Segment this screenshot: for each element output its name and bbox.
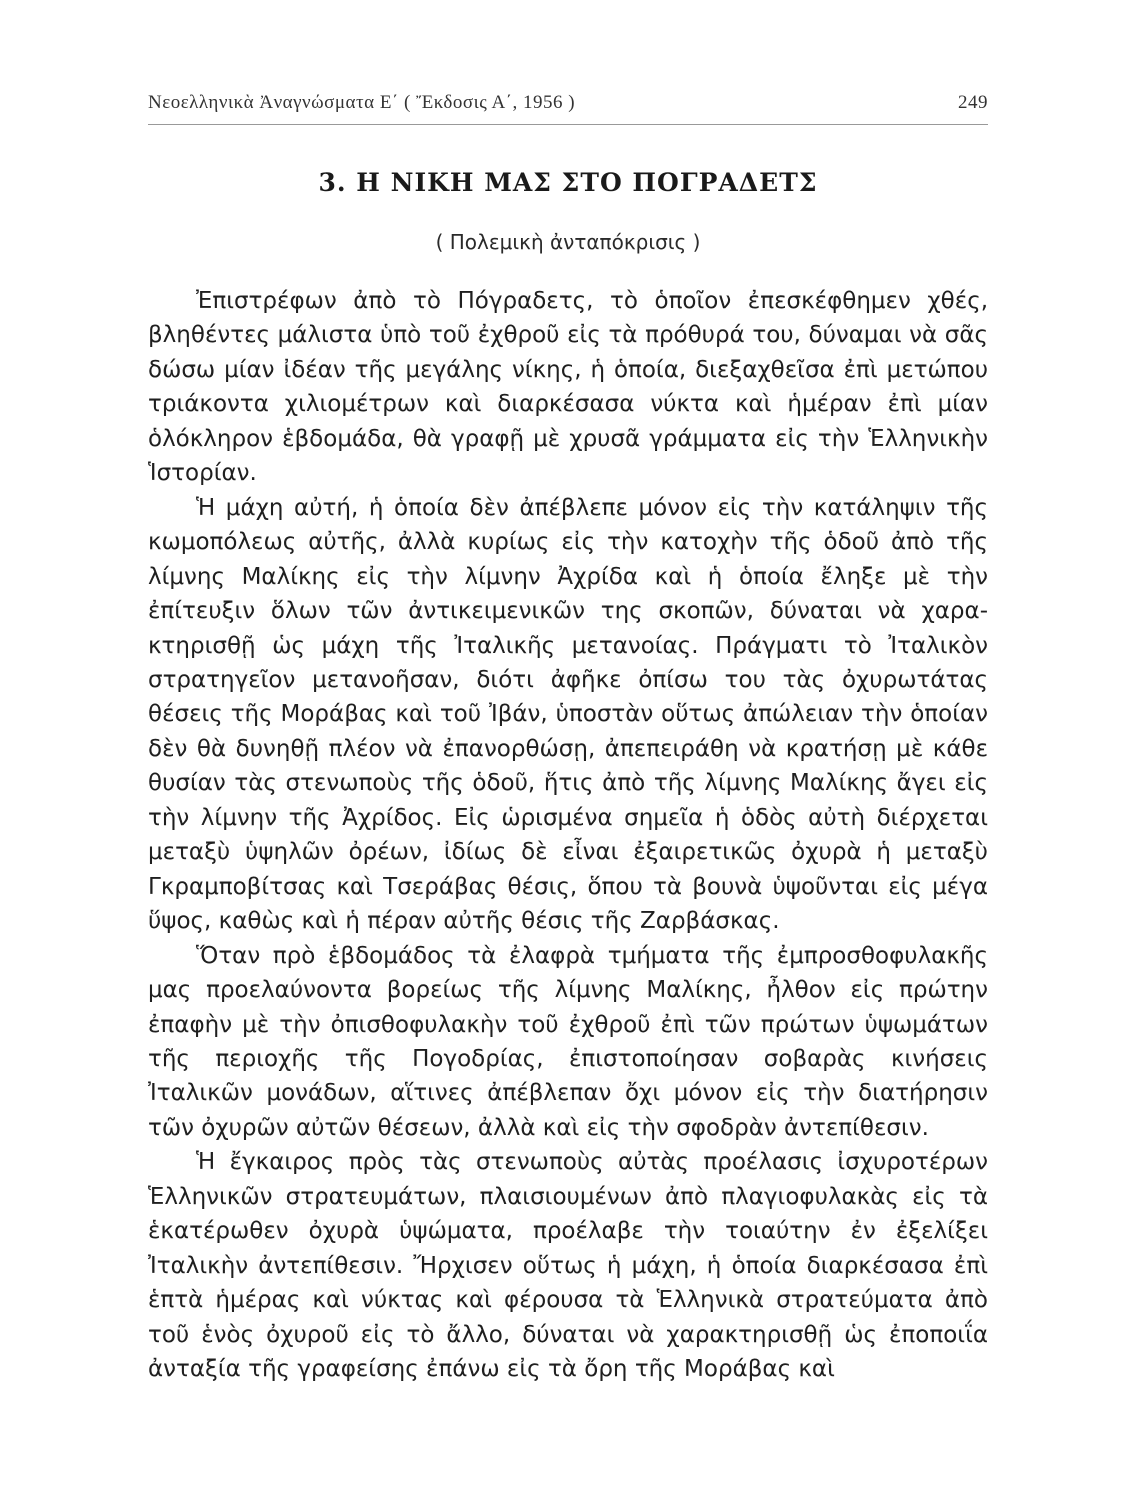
- header-rule: [148, 124, 988, 125]
- running-title: Νεοελληνικὰ Ἀναγνώσματα Ε΄ ( Ἔκδοσις Α΄, 1956 ): [148, 92, 576, 113]
- paragraph: Ἐπιστρέφων ἀπὸ τὸ Πόγραδετς, τὸ ὁποῖον ἐπεσκέφθημεν χθές, βληθέντες μάλιστα ὑπὸ τοῦ ἐχθροῦ εἰς τὰ πρόθυρά του, δύναμαι νὰ σᾶς δώσω μίαν ἰδέαν τῆς μεγάλης νίκης, ἡ ὁποία, διεξαχθεῖσα ἐπὶ μετώπου τριάκοντα χιλιομέτρων καὶ διαρκέσασα νύκτα καὶ ἡμέραν ἐπὶ μίαν ὁλόκληρον ἑβδομάδα, θὰ γραφῇ μὲ χρυσᾶ γράμματα εἰς τὴν Ἑλληνικὴν Ἱστορίαν.: [148, 288, 988, 487]
- paragraph: Ἡ ἔγκαιρος πρὸς τὰς στενωποὺς αὐτὰς προέλασις ἰσχυροτέρων Ἑλληνικῶν στρατευμάτων, πλαισιουμένων ἀπὸ πλαγιοφυλακὰς εἰς τὰ ἑκατέρωθεν ὀχυρὰ ὑψώματα, προέλαβε τὴν τοιαύτην ἐν ἐξελίξει Ἰταλικὴν ἀντεπίθεσιν. Ἤρχισεν οὕτως ἡ μάχη, ἡ ὁποία διαρκέσασα ἐπὶ ἑπτὰ ἡμέρας καὶ νύκτας καὶ φέρουσα τὰ Ἑλληνικὰ στρατεύματα ἀπὸ τοῦ ἑνὸς ὀχυροῦ εἰς τὸ ἄλλο, δύναται νὰ χαρακτηρισθῇ ὡς ἐποποιΐα ἀνταξία τῆς γραφείσης ἐπάνω εἰς τὰ ὄρη τῆς Μοράβας καὶ: [148, 1149, 988, 1383]
- chapter-subtitle: ( Πολεμικὴ ἀνταπόκρισις ): [435, 230, 701, 254]
- body-text: [148, 284, 988, 1387]
- running-header: [148, 92, 988, 122]
- page-number: 249: [958, 92, 988, 113]
- chapter-title: 3. Η ΝΙΚΗ ΜΑΣ ΣΤΟ ΠΟΓΡΑΔΕΤΣ: [318, 168, 818, 197]
- paragraph: Ὅταν πρὸ ἑβδομάδος τὰ ἐλαφρὰ τμήματα τῆς ἐμπροσθοφυλακῆς μας προελαύνοντα βορείως τῆς λίμνης Μαλίκης, ἦλθον εἰς πρώτην ἐπαφὴν μὲ τὴν ὀπισθοφυλακὴν τοῦ ἐχθροῦ ἐπὶ τῶν πρώτων ὑψωμάτων τῆς περιοχῆς τῆς Πογοδρίας, ἐπιστοποίησαν σοβαρὰς κινήσεις Ἰταλικῶν μονάδων, αἵτινες ἀπέβλεπαν ὄχι μόνον εἰς τὴν διατήρησιν τῶν ὀχυρῶν αὐτῶν θέσεων, ἀλλὰ καὶ εἰς τὴν σφοδρὰν ἀντεπίθεσιν.: [148, 942, 988, 1141]
- paragraph: Ἡ μάχη αὐτή, ἡ ὁποία δὲν ἀπέβλεπε μόνον εἰς τὴν κατάληψιν τῆς κωμοπόλεως αὐτῆς, ἀλλὰ κυρίως εἰς τὴν κατοχὴν τῆς ὁδοῦ ἀπὸ τῆς λίμνης Μαλίκης εἰς τὴν λίμνην Ἀχρίδα καὶ ἡ ὁποία ἔληξε μὲ τὴν ἐπίτευξιν ὅλων τῶν ἀντικειμενικῶν της σκοπῶν, δύναται νὰ χαρακτηρισθῇ ὡς μάχη τῆς Ἰταλικῆς μετανοίας. Πράγματι τὸ Ἰταλικὸν στρατηγεῖον μετανοῆσαν, διότι ἀφῆκε ὀπίσω του τὰς ὀχυρωτάτας θέσεις τῆς Μοράβας καὶ τοῦ Ἰβάν, ὑποστὰν οὕτως ἀπώλειαν τὴν ὁποίαν δὲν θὰ δυνηθῇ πλέον νὰ ἐπανορθώσῃ, ἀπεπειράθη νὰ κρατήσῃ μὲ κάθε θυσίαν τὰς στενωποὺς τῆς ὁδοῦ, ἥτις ἀπὸ τῆς λίμνης Μαλίκης ἄγει εἰς τὴν λίμνην τῆς Ἀχρίδος. Εἰς ὡρισμένα σημεῖα ἡ ὁδὸς αὐτὴ διέρχεται μεταξὺ ὑψηλῶν ὀρέων, ἰδίως δὲ εἶναι ἐξαιρετικῶς ὀχυρὰ ἡ μεταξὺ Γκραμποβίτσας καὶ Τσεράβας θέσις, ὅπου τὰ βουνὰ ὑψοῦνται εἰς μέγα ὕψος, καθὼς καὶ ἡ πέραν αὐτῆς θέσις τῆς Ζαρβάσκας.: [148, 494, 988, 935]
